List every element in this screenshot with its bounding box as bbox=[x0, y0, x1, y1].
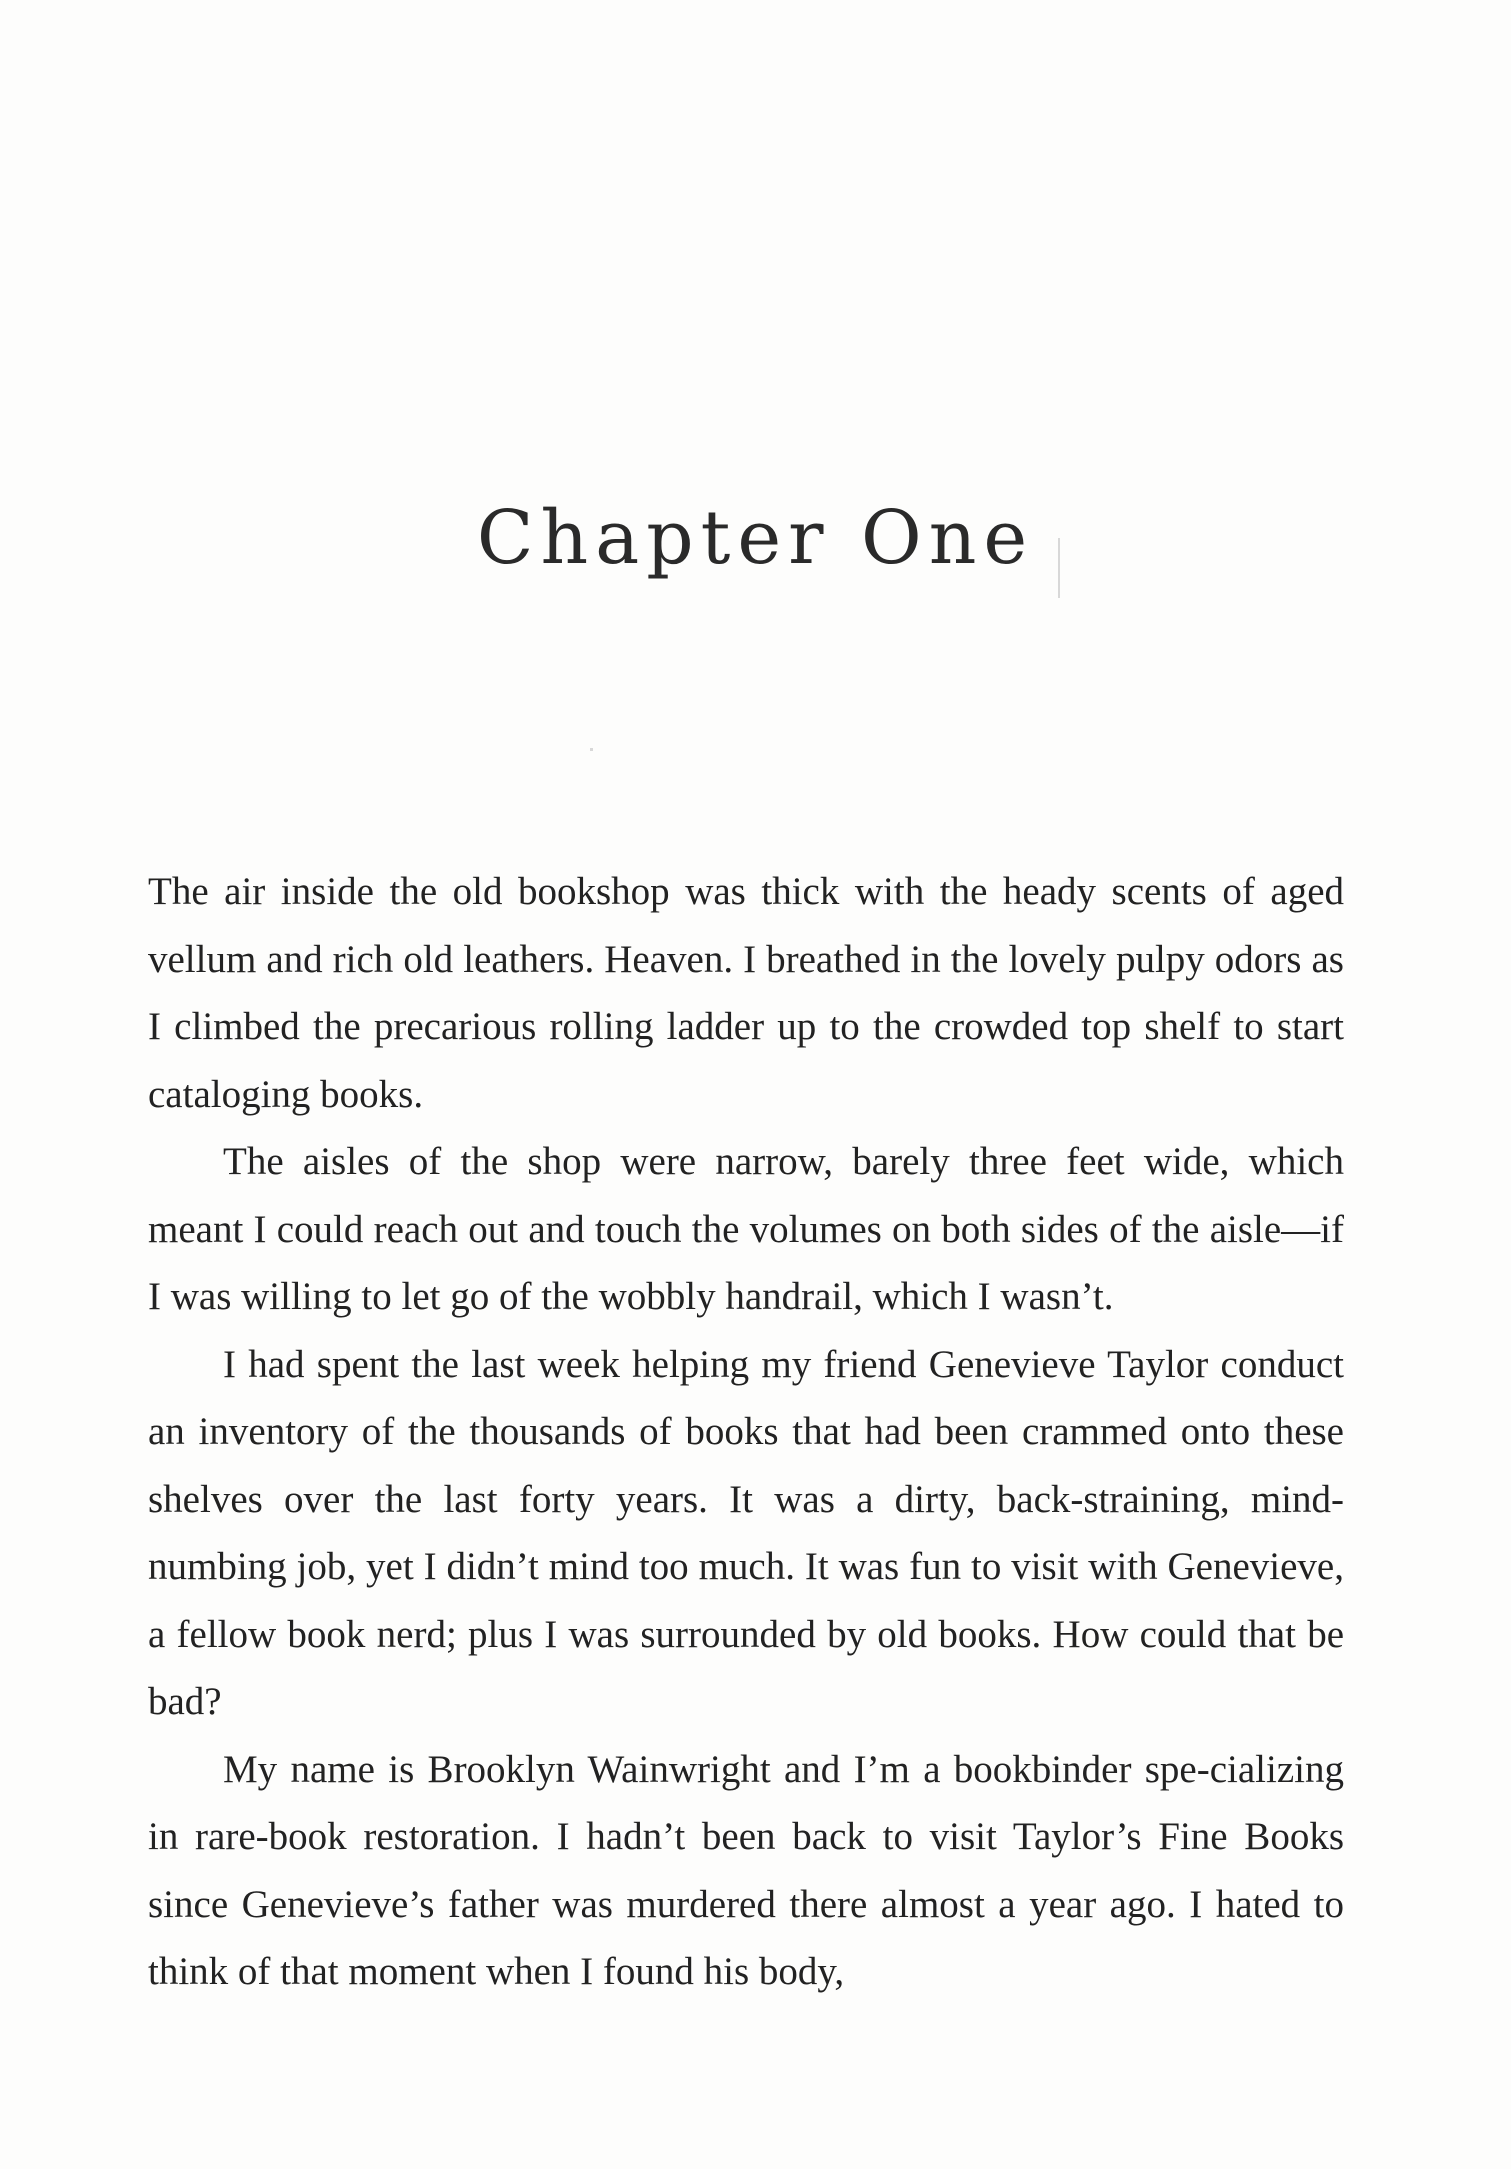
paragraph: I had spent the last week helping my friend Genevieve Taylor conduct an inventory of the thousands of books that had been crammed onto these shelves over the last forty years. It was a dirty, back-straining, mind-numbing job, yet I didn’t mind too much. It was fun to visit with Genevieve, a fellow book nerd; plus I was surrounded by old books. How could that be bad? bbox=[148, 1342, 1344, 1723]
paragraph: The aisles of the shop were narrow, barely three feet wide, which meant I could reach out and touch the volumes on both sides of the aisle—if I was willing to let go of the wobbly handrail, which I wasn’t. bbox=[148, 1140, 1344, 1318]
scan-mark bbox=[590, 748, 593, 751]
chapter-body bbox=[148, 858, 1344, 2006]
paragraph: My name is Brooklyn Wainwright and I’m a bookbinder spe-cializing in rare-book restoration. I hadn’t been back to visit Taylor’s Fine Books since Genevieve’s father was murdered there almost a year ago. I hated to think of that moment when I found his body, bbox=[148, 1747, 1344, 1993]
chapter-title: Chapter One bbox=[476, 495, 1035, 581]
paragraph: The air inside the old bookshop was thick with the heady scents of aged vellum and rich old leathers. Heaven. I breathed in the lovely pulpy odors as I climbed the precarious rolling ladder up to the crowded top shelf to start cataloging books. bbox=[148, 870, 1344, 1116]
